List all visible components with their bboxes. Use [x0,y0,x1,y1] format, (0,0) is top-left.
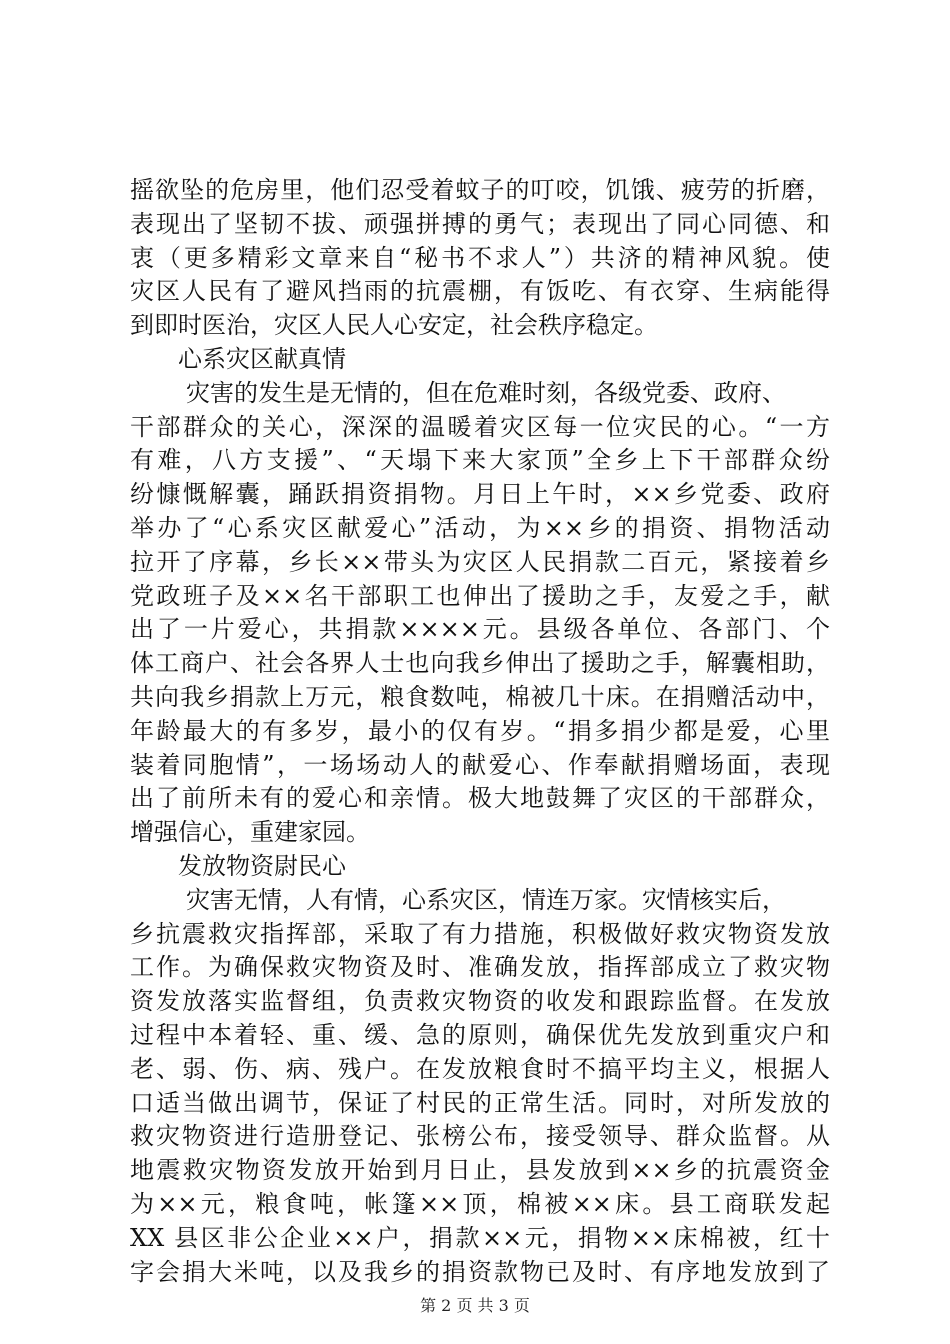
section-heading: 发放物资尉民心 [178,851,346,880]
text-line: 年龄最大的有多岁，最小的仅有岁。“捐多捐少都是爱，心里 [130,716,830,745]
text-line: 体工商户、社会各界人士也向我乡伸出了援助之手，解囊相助， [130,649,830,678]
text-line: 举办了“心系灾区献爱心”活动，为××乡的捐资、捐物活动 [130,513,830,542]
section-heading: 心系灾区献真情 [178,344,346,373]
text-line: 表现出了坚韧不拔、顽强拼搏的勇气；表现出了同心同德、和 [130,209,830,238]
text-line: 党政班子及××名干部职工也伸出了援助之手，友爱之手，献 [130,581,830,610]
text-line: 摇欲坠的危房里，他们忍受着蚊子的叮咬，饥饿、疲劳的折磨， [130,176,830,204]
text-line: XX 县区非公企业××户，捐款××元，捐物××床棉被，红十 [130,1223,830,1252]
text-line: 衷（更多精彩文章来自“秘书不求人”）共济的精神风貌。使 [130,243,830,272]
text-line: 出了一片爱心，共捐款××××元。县级各单位、各部门、个 [130,615,830,644]
text-line: 老、弱、伤、病、残户。在发放粮食时不搞平均主义，根据人 [130,1054,830,1083]
text-line: 灾区人民有了避风挡雨的抗震棚，有饭吃、有衣穿、生病能得 [130,277,830,306]
text-line: 灾害的发生是无情的，但在危难时刻，各级党委、政府、 [186,378,786,407]
text-line: 口适当做出调节，保证了村民的正常生活。同时，对所发放的 [130,1088,830,1117]
text-line: 拉开了序幕，乡长××带头为灾区人民捐款二百元，紧接着乡 [130,547,830,576]
text-line: 字会捐大米吨，以及我乡的捐资款物已及时、有序地发放到了 [130,1257,830,1286]
text-line: 乡抗震救灾指挥部，采取了有力措施，积极做好救灾物资发放 [130,919,830,948]
text-line: 地震救灾物资发放开始到月日止，县发放到××乡的抗震资金 [130,1156,830,1185]
text-line: 装着同胞情”，一场场动人的献爱心、作奉献捐赠场面，表现 [130,750,830,779]
text-line: 到即时医治，灾区人民人心安定，社会秩序稳定。 [130,311,658,340]
text-line: 有难，八方支援”、“天塌下来大家顶”全乡上下干部群众纷 [130,446,830,475]
text-line: 增强信心，重建家园。 [130,818,370,847]
text-line: 出了前所未有的爱心和亲情。极大地鼓舞了灾区的干部群众， [130,784,830,813]
text-line: 为××元，粮食吨，帐篷××顶，棉被××床。县工商联发起 [130,1189,830,1218]
text-line: 救灾物资进行造册登记、张榜公布，接受领导、群众监督。从 [130,1122,830,1151]
text-line: 干部群众的关心，深深的温暖着灾区每一位灾民的心。“一方 [130,412,830,441]
text-line: 纷慷慨解囊，踊跃捐资捐物。月日上午时，××乡党委、政府 [130,480,830,509]
document-body [130,174,830,1289]
text-line: 资发放落实监督组，负责救灾物资的收发和跟踪监督。在发放 [130,987,830,1016]
text-line: 共向我乡捐款上万元，粮食数吨，棉被几十床。在捐赠活动中， [130,682,830,711]
text-line: 灾害无情，人有情，心系灾区，情连万家。灾情核实后， [186,885,786,914]
text-line: 过程中本着轻、重、缓、急的原则，确保优先发放到重灾户和 [130,1020,830,1049]
text-line: 工作。为确保救灾物资及时、准确发放，指挥部成立了救灾物 [130,953,830,982]
page-number-footer: 第 2 页 共 3 页 [420,1296,530,1315]
